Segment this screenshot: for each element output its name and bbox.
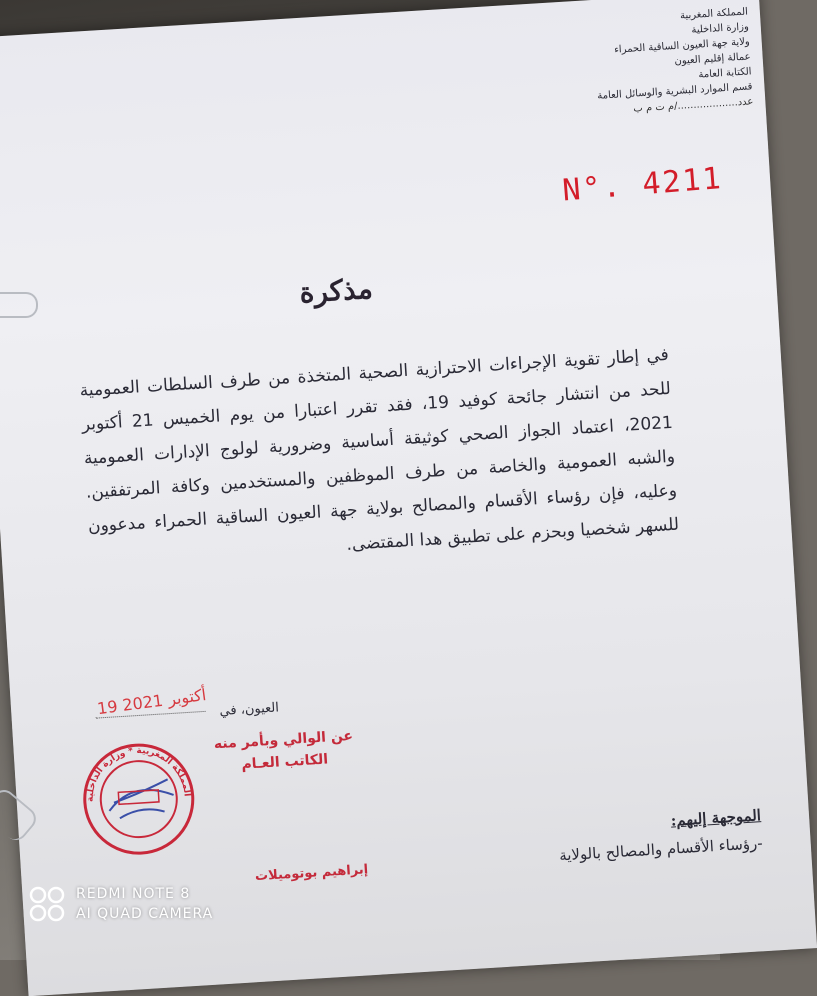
signer-line-1: عن الوالي وبأمر منه: [213, 727, 354, 753]
handwritten-date: 19 أكتوبر 2021: [96, 685, 208, 719]
letterhead-line: قسم الموارد البشرية والوسائل العامة: [597, 81, 753, 102]
signer-line-2: الكاتب العـام: [241, 751, 329, 773]
signature-name: إبراهيم بوتوميلات: [254, 862, 369, 885]
letterhead-line: ولاية جهة العيون الساقية الحمراء: [613, 36, 751, 56]
addressee-item: -رؤساء الأقسام والمصالح بالولاية: [558, 834, 764, 865]
watermark-line-1: REDMI NOTE 8: [76, 886, 191, 902]
camera-watermark: [28, 884, 213, 924]
addressee-block: [521, 806, 763, 867]
paperclip-icon: [0, 292, 38, 318]
watermark-line-2: AI QUAD CAMERA: [76, 906, 214, 922]
seal-text: المملكة المغربية * وزارة الداخلية: [85, 746, 192, 803]
letterhead-line: الكتابة العامة: [698, 66, 752, 81]
place-label: العيون، في: [219, 700, 280, 720]
letterhead-line: وزارة الداخلية: [691, 21, 750, 36]
document-title: مذكرة: [298, 271, 374, 310]
official-seal-icon: [75, 736, 202, 867]
date-field: [94, 674, 216, 721]
letterhead: [508, 4, 754, 123]
letterhead-line: عمالة إقليم العيون: [674, 51, 751, 68]
quad-camera-icon: [28, 885, 66, 923]
addressee-heading: الموجهة إليهم:: [670, 806, 762, 830]
reference-line: عدد.................../م ت م ب: [633, 96, 754, 115]
signer-stamp: [213, 728, 355, 774]
letterhead-line: المملكة المغربية: [679, 6, 749, 22]
reference-number-stamp: N°. 4211: [560, 161, 724, 209]
memo-body: في إطار تقوية الإجراءات الاحترازية الصحية المتخذة من طرف السلطات العمومية للحد من انتشار جائحة كوفيد 19، فقد تقرر اعتبارا من يوم الخميس 21 أكتوبر 2021، اعتماد الجواز الصحي كوثيقة أساسية وضرورية لولوج الإدارات العمومية والشبه العمومية والخاصة من طرف الموظفين والمستخدمين وكافة المرتفقين. وعليه، فإن رؤساء الأقسام والمصالح بولاية جهة العيون الساقية الحمراء مدعوون للسهر شخصيا وبحزم على تطبيق هدا المقتضى.: [79, 344, 680, 555]
